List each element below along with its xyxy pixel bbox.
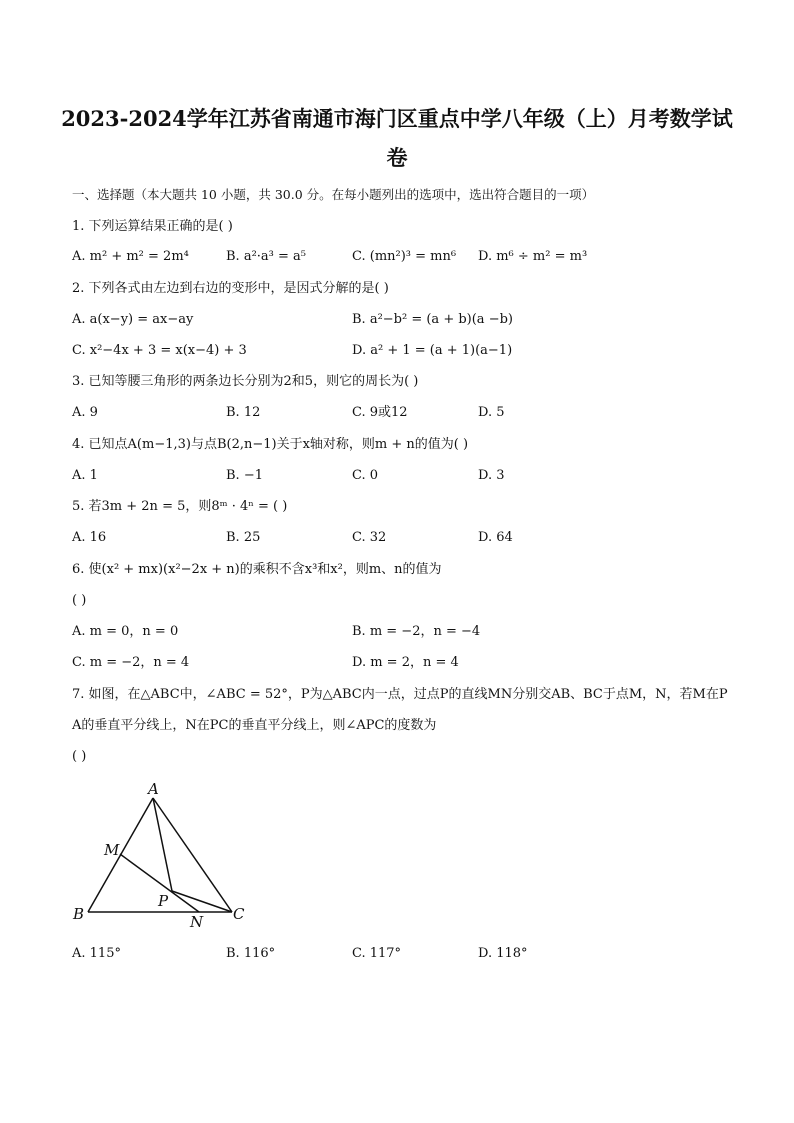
- question-7-option-b: B. 116°: [226, 946, 276, 961]
- question-5-option-c: C. 32: [352, 530, 387, 545]
- question-5-option-b: B. 25: [226, 530, 261, 545]
- exam-title-line2: 卷: [386, 145, 408, 170]
- question-7-stem-cont: A的垂直平分线上，N在PC的垂直平分线上，则∠APC的度数为: [72, 718, 437, 733]
- question-3-stem: 3. 已知等腰三角形的两条边长分别为2和5，则它的周长为( ): [72, 374, 419, 389]
- question-4-option-d: D. 3: [478, 468, 505, 483]
- label-n: N: [190, 913, 204, 931]
- question-5-option-a: A. 16: [72, 530, 107, 545]
- question-3-option-c: C. 9或12: [352, 405, 408, 420]
- question-7-stem: 7. 如图，在△ABC中，∠ABC = 52°，P为△ABC内一点，过点P的直线MN分别交AB、BC于点M，N，若M在P: [72, 687, 728, 702]
- question-1-stem: 1. 下列运算结果正确的是( ): [72, 219, 233, 234]
- question-2-option-a: A. a(x−y) = ax−ay: [72, 312, 194, 327]
- label-a: A: [148, 780, 159, 798]
- question-1-option-a: A. m² + m² = 2m⁴: [72, 249, 189, 264]
- triangle-diagram: [68, 778, 258, 938]
- question-7-option-a: A. 115°: [72, 946, 121, 961]
- question-2-option-d: D. a² + 1 = (a + 1)(a−1): [352, 343, 513, 358]
- question-7-option-d: D. 118°: [478, 946, 528, 961]
- exam-title-line1: 2023-2024学年江苏省南通市海门区重点中学八年级（上）月考数学试: [61, 106, 733, 131]
- question-2-option-c: C. x²−4x + 3 = x(x−4) + 3: [72, 343, 247, 358]
- question-6-option-d: D. m = 2，n = 4: [352, 655, 459, 670]
- label-p: P: [158, 892, 169, 910]
- question-6-option-a: A. m = 0，n = 0: [72, 624, 179, 639]
- question-3-option-a: A. 9: [72, 405, 98, 420]
- question-7-option-c: C. 117°: [352, 946, 402, 961]
- segment-pc: [172, 891, 232, 912]
- label-b: B: [73, 905, 85, 923]
- question-7-stem-paren: ( ): [72, 749, 87, 764]
- label-m: M: [104, 841, 120, 859]
- question-4-stem: 4. 已知点A(m−1,3)与点B(2,n−1)关于x轴对称，则m + n的值为( ): [72, 437, 469, 452]
- question-2-option-b: B. a²−b² = (a + b)(a −b): [352, 312, 513, 327]
- label-c: C: [233, 905, 245, 923]
- question-4-option-c: C. 0: [352, 468, 379, 483]
- question-3-option-d: D. 5: [478, 405, 505, 420]
- triangle-figure: [68, 778, 258, 938]
- question-1-option-d: D. m⁶ ÷ m² = m³: [478, 249, 588, 264]
- question-3-option-b: B. 12: [226, 405, 261, 420]
- section-heading: 一、选择题（本大题共 10 小题，共 30.0 分。在每小题列出的选项中，选出符合题目的一项）: [72, 187, 595, 202]
- question-1-option-b: B. a²·a³ = a⁵: [226, 249, 306, 264]
- question-4-option-b: B. −1: [226, 468, 263, 483]
- question-6-stem: 6. 使(x² + mx)(x²−2x + n)的乘积不含x³和x²，则m、n的值为: [72, 562, 442, 577]
- question-6-option-c: C. m = −2，n = 4: [72, 655, 190, 670]
- question-1-option-c: C. (mn²)³ = mn⁶: [352, 249, 457, 264]
- question-4-option-a: A. 1: [72, 468, 98, 483]
- question-2-stem: 2. 下列各式由左边到右边的变形中，是因式分解的是( ): [72, 281, 389, 296]
- question-6-option-b: B. m = −2，n = −4: [352, 624, 481, 639]
- question-5-stem: 5. 若3m + 2n = 5，则8ᵐ · 4ⁿ = ( ): [72, 499, 288, 514]
- question-6-stem-paren: ( ): [72, 593, 87, 608]
- question-5-option-d: D. 64: [478, 530, 513, 545]
